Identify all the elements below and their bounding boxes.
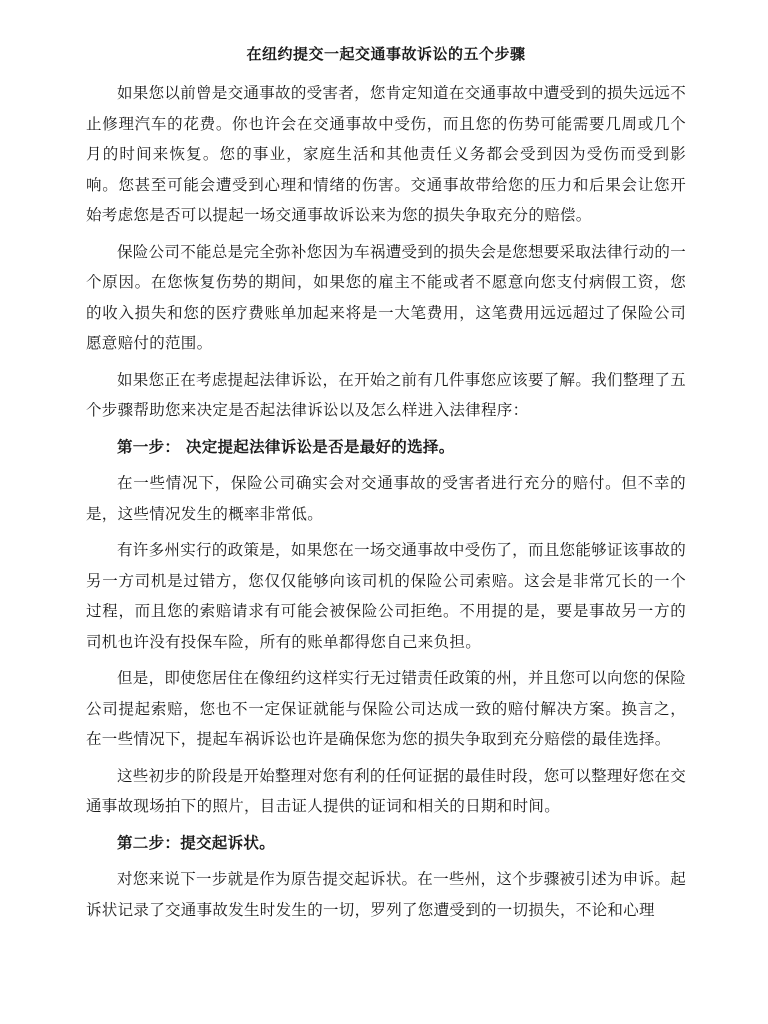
- paragraph-insurance: 保险公司不能总是完全弥补您因为车祸遭受到的损失会是您想要采取法律行动的一个原因。在您恢复伤势的期间，如果您的雇主不能或者不愿意向您支付病假工资，您的收入损失和您的医疗费账单加起来将是一大笔费用，这笔费用远远超过了保险公司愿意赔付的范围。: [86, 242, 686, 352]
- step-2-heading: 第二步：提交起诉状。: [117, 833, 276, 852]
- document-title: 在纽约提交一起交通事故诉讼的五个步骤: [246, 45, 526, 63]
- paragraph-step1-b: 有许多州实行的政策是，如果您在一场交通事故中受伤了，而且您能够证该事故的另一方司机是过错方，您仅仅能够向该司机的保险公司索赔。这会是非常冗长的一个过程，而且您的索赔请求有可能会被保险公司拒绝。不用提的是，要是事故另一方的司机也许没有投保车险，所有的账单都得您自己来负担。: [86, 541, 686, 651]
- step-1-heading: 第一步： 决定提起法律诉讼是否是最好的选择。: [117, 437, 455, 456]
- paragraph-intro: 如果您以前曾是交通事故的受害者，您肯定知道在交通事故中遭受到的损失远远不止修理汽车的花费。你也许会在交通事故中受伤，而且您的伤势可能需要几周或几个月的时间来恢复。您的事业，家庭生活和其他责任义务都会受到因为受伤而受到影响。您甚至可能会遭受到心理和情绪的伤害。交通事故带给您的压力和后果会让您开始考虑您是否可以提起一场交通事故诉讼来为您的损失争取充分的赔偿。: [86, 84, 686, 224]
- paragraph-step1-a: 在一些情况下，保险公司确实会对交通事故的受害者进行充分的赔付。但不幸的是，这些情况发生的概率非常低。: [86, 474, 686, 523]
- paragraph-step2-a: 对您来说下一步就是作为原告提交起诉状。在一些州，这个步骤被引述为申诉。起诉状记录了交通事故发生时发生的一切，罗列了您遭受到的一切损失，不论和心理: [86, 870, 686, 919]
- paragraph-considering: 如果您正在考虑提起法律诉讼，在开始之前有几件事您应该要了解。我们整理了五个步骤帮助您来决定是否起法律诉讼以及怎么样进入法律程序：: [86, 370, 686, 419]
- paragraph-step1-c: 但是，即使您居住在像纽约这样实行无过错责任政策的州，并且您可以向您的保险公司提起索赔，您也不一定保证就能与保险公司达成一致的赔付解决方案。换言之，在一些情况下，提起车祸诉讼也许是确保您为您的损失争取到充分赔偿的最佳选择。: [86, 669, 686, 748]
- paragraph-step1-d: 这些初步的阶段是开始整理对您有利的任何证据的最佳时段，您可以整理好您在交通事故现场拍下的照片，目击证人提供的证词和相关的日期和时间。: [86, 766, 686, 815]
